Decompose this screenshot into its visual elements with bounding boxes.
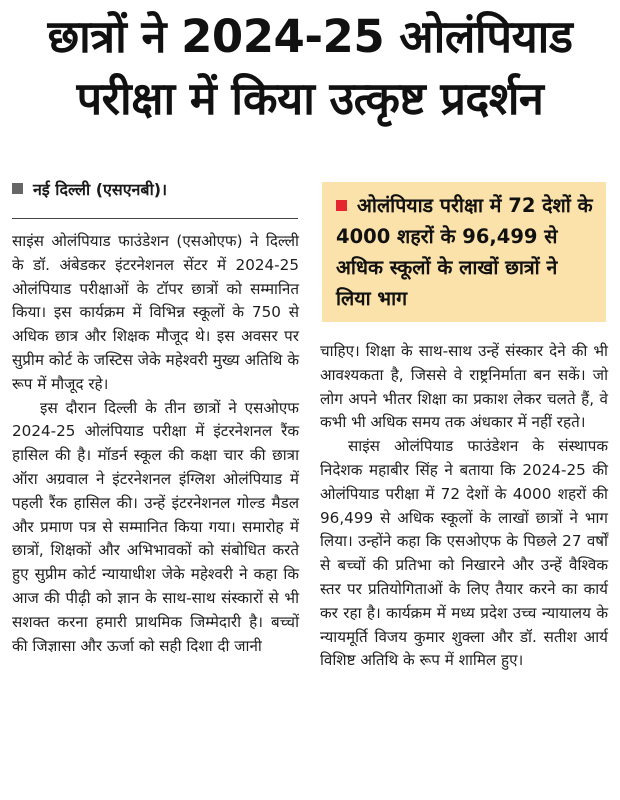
right-column [320,340,608,673]
square-bullet-icon [336,200,347,211]
paragraph: इस दौरान दिल्ली के तीन छात्रों ने एसओएफ 2024-25 ओलंपियाड परीक्षा में इंटरनेशनल रैंक हासिल की है। मॉडर्न स्कूल की कक्षा चार की छात्रा ऑरा अग्रवाल ने इंटरनेशनल इंग्लिश ओलंपियाड में पहली रैंक हासिल की। उन्हें इंटरनेशनल गोल्ड मैडल और प्रमाण पत्र से सम्मानित किया गया। समारोह में छात्रों, शिक्षकों और अभिभावकों को संबोधित करते हुए सुप्रीम कोर्ट न्यायाधीश जेके महेश्वरी ने कहा कि आज की पीढ़ी को ज्ञान के साथ-साथ संस्कारों से भी सशक्त करना हमारी प्राथमिक जिम्मेदारी है। बच्चों की जिज्ञासा और ऊर्जा को सही दिशा दी जानी [12,398,299,655]
dateline-text: नई दिल्ली (एसएनबी)। [33,180,168,199]
highlight-box [322,182,606,322]
paragraph: चाहिए। शिक्षा के साथ-साथ उन्हें संस्कार देने की भी आवश्यकता है, जिससे वे राष्ट्रनिर्माता बन सकें। जो लोग अपने भीतर शिक्षा का प्रकाश लेकर चलते हैं, वे कभी भी अधिक समय तक अंधकार में नहीं रहते। [320,342,608,432]
headline-line-2: परीक्षा में किया उत्कृष्ट प्रदर्शन [76,72,544,125]
divider [12,218,298,219]
paragraph: साइंस ओलंपियाड फाउंडेशन के संस्थापक निदेशक महाबीर सिंह ने बताया कि 2024-25 की ओलंपियाड परीक्षा में 72 देशों के 4000 शहरों की 96,499 से अधिक स्कूलों के लाखों छात्रों ने भाग लिया। उन्होंने कहा कि एसओएफ के पिछले 27 वर्षों से बच्चों की प्रतिभा को निखारने और उन्हें वैश्विक स्तर पर प्रतियोगिताओं के लिए तैयार करने का कार्य कर रहा है। कार्यक्रम में मध्य प्रदेश उच्च न्यायालय के न्यायमूर्ति विजय कुमार शुक्ला और डॉ. सतीश आर्य विशिष्ट अतिथि के रूप में शामिल हुए। [320,437,608,670]
left-column [12,230,299,658]
headline [0,6,620,130]
paragraph: साइंस ओलंपियाड फाउंडेशन (एसओएफ) ने दिल्ली के डॉ. अंबेडकर इंटरनेशनल सेंटर में 2024-25 ओलंपियाड परीक्षाओं के टॉपर छात्रों को सम्मानित किया। इस कार्यक्रम में विभिन्न स्कूलों के 750 से अधिक छात्र और शिक्षक मौजूद थे। इस अवसर पर सुप्रीम कोर्ट के जस्टिस जेके महेश्वरी मुख्य अतिथि के रूप में मौजूद रहे। [12,232,299,393]
dateline [12,178,302,202]
headline-line-1: छात्रों ने 2024-25 ओलंपियाड [47,10,573,63]
highlight-text: ओलंपियाड परीक्षा में 72 देशों के 4000 शहरों के 96,499 से अधिक स्कूलों के लाखों छात्रों ने लिया भाग [336,194,593,310]
square-bullet-icon [12,183,23,194]
